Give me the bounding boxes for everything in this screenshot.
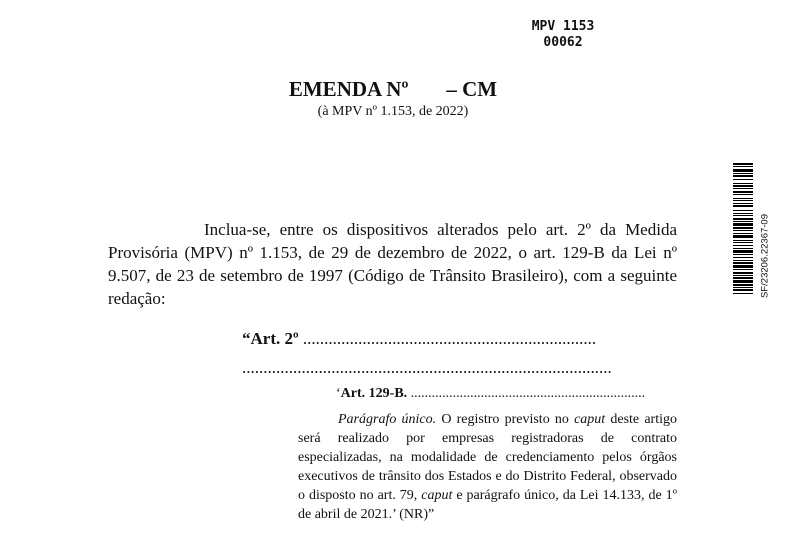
- paragrafo-unico: [298, 410, 677, 524]
- amendment-title: [200, 76, 586, 102]
- paragrafo-text-3: e parágrafo único, da Lei 14.133, de 1º de abril de 2021.’ (NR)”: [298, 488, 677, 522]
- intro-paragraph: Inclua-se, entre os dispositivos alterados pelo art. 2º da Medida Provisória (MPV) nº 1.153, de 29 de dezembro de 2022, o art. 129-B da Lei nº 9.507, de 23 de setembro de 1997 (Código de Trânsito Brasileiro), com a seguinte redação:: [108, 220, 677, 308]
- art-129b-open-quote: ‘: [336, 386, 341, 401]
- amendment-code: 00062: [543, 35, 583, 50]
- caput-1: caput: [574, 412, 606, 427]
- ellipsis-line: .......................................................................................: [242, 358, 612, 377]
- amendment-title-right: – CM: [446, 77, 498, 101]
- paragrafo-text-1: O registro previsto no: [436, 412, 575, 427]
- amendment-title-left: EMENDA Nº: [288, 77, 409, 101]
- paragrafo-unico-label: Parágrafo único.: [338, 412, 437, 427]
- art-129b-label: Art. 129-B.: [340, 386, 408, 401]
- caput-2: caput: [421, 488, 453, 503]
- mpv-number: MPV 1153: [531, 19, 595, 34]
- barcode-icon: [733, 163, 753, 350]
- amendment-subtitle: (à MPV nº 1.153, de 2022): [317, 104, 469, 119]
- barcode-text: SF/23206.22367-09: [759, 214, 771, 298]
- art-2-line: [242, 328, 612, 350]
- art-129b-line: [336, 384, 646, 404]
- document-reference: [500, 19, 626, 51]
- art-2-dots: .....................................................................: [298, 329, 597, 348]
- art-129b-dots: ...................................................................: [407, 386, 646, 401]
- art-2-label: “Art. 2º: [242, 329, 299, 348]
- paragrafo-text-2: deste artigo será realizado por empresas registradoras de contrato especializadas, na modalidade de credenciamento pelos órgãos executivos de trânsito dos Estados e do Distrito Federal, observado o disposto no art. 79,: [298, 412, 677, 503]
